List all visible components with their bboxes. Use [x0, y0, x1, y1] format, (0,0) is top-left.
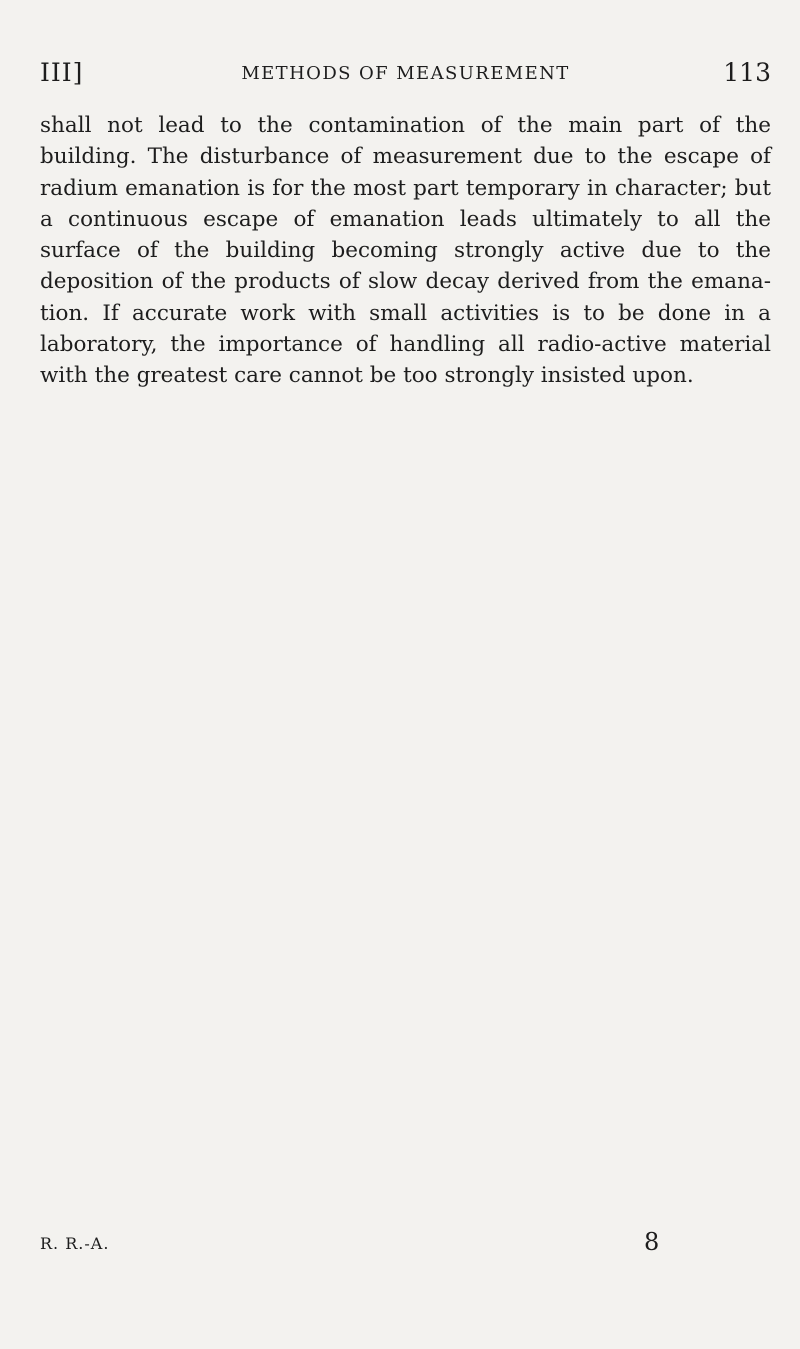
page-number: 113 — [723, 58, 771, 87]
signature-mark: R. R.-A. — [40, 1234, 110, 1253]
running-title: METHODS OF MEASUREMENT — [241, 63, 570, 84]
body-paragraph: shall not lead to the contamination of the main part of the building. The disturbance of measurement due to the escape of radium emanation is for the most part temporary in character; but a continuous escape of emanation leads ultimately to all the surface of the building becoming strongly active due to the deposition of the products of slow decay derived from the emanation. If accurate work with small activities is to be done in a laboratory, the importance of handling all radio-active material with the greatest care cannot be too strongly insisted upon. — [40, 113, 771, 389]
running-head — [40, 58, 771, 92]
signature-number: 8 — [644, 1228, 660, 1256]
chapter-number: III] — [40, 58, 84, 87]
